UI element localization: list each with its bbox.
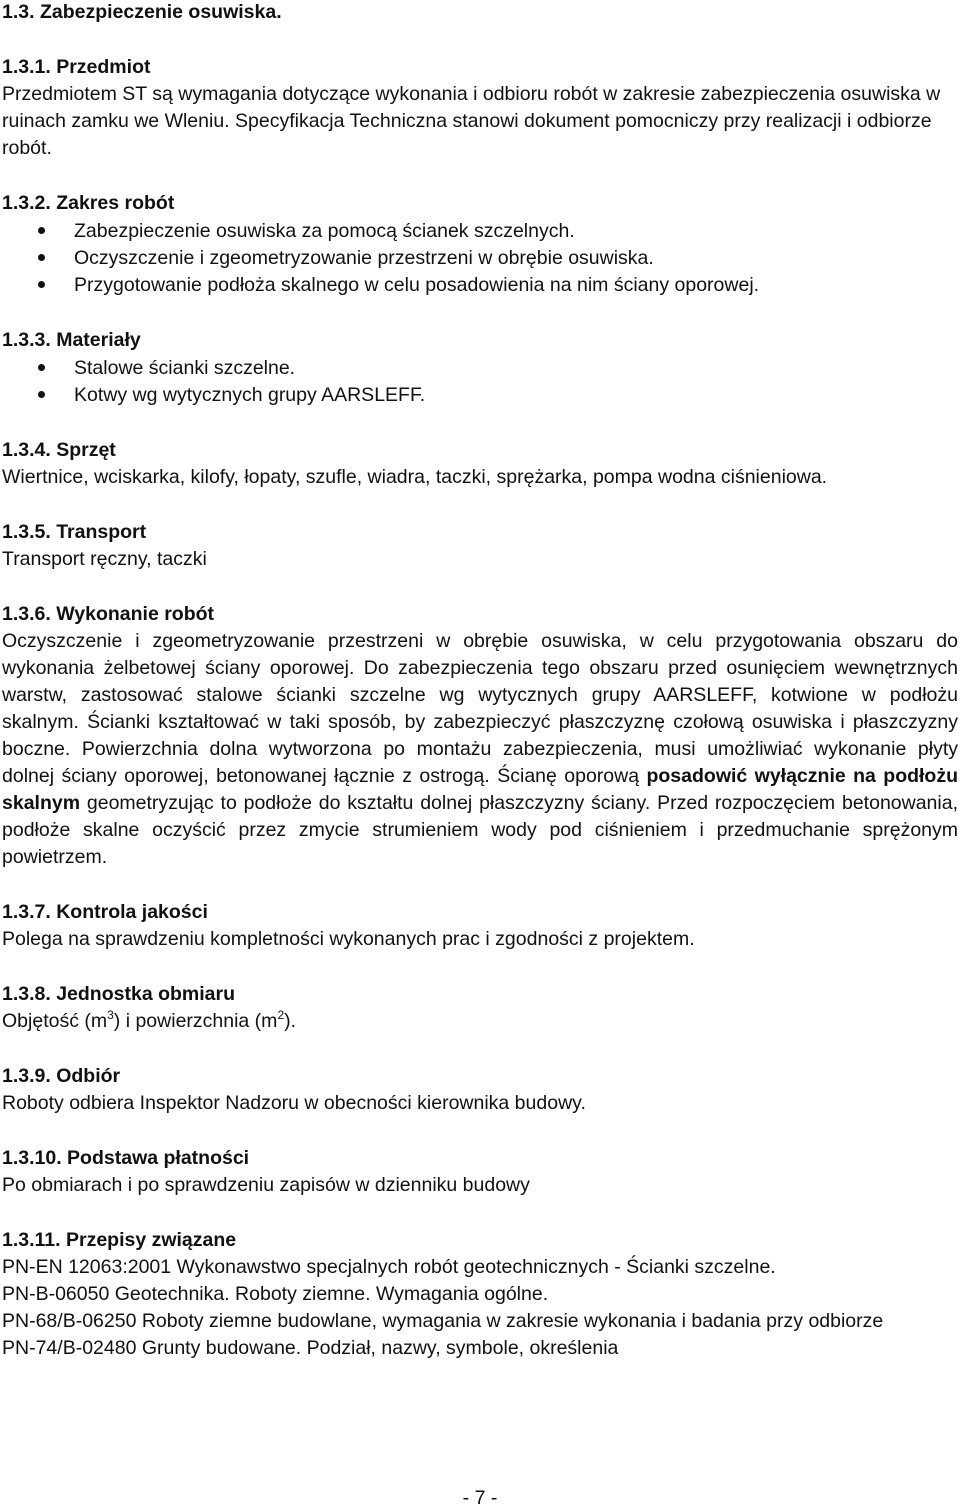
standard-reference: PN-68/B-06250 Roboty ziemne budowlane, wymagania w zakresie wykonania i badania przy odbiorze: [2, 1310, 884, 1332]
section-heading: 1.3. Zabezpieczenie osuwiska.: [2, 1, 282, 23]
bullet-icon: [38, 281, 45, 288]
subsection-title: 1.3.8. Jednostka obmiaru: [2, 983, 236, 1005]
subsection-title: 1.3.4. Sprzęt: [2, 439, 116, 461]
superscript: 3: [107, 1008, 114, 1022]
subsection-title: 1.3.2. Zakres robót: [2, 192, 175, 214]
list-item: Kotwy wg wytycznych grupy AARSLEFF.: [74, 384, 426, 406]
paragraph-line: Po obmiarach i po sprawdzeniu zapisów w dzienniku budowy: [2, 1174, 530, 1196]
subsection-title: 1.3.10. Podstawa płatności: [2, 1147, 250, 1169]
paragraph-line: [2, 764, 958, 788]
paragraph-line: Wiertnice, wciskarka, kilofy, łopaty, szufle, wiadra, taczki, sprężarka, pompa wodna ciśnieniowa.: [2, 466, 828, 488]
paragraph-line: powietrzem.: [2, 846, 108, 868]
paragraph-line: Polega na sprawdzeniu kompletności wykonanych prac i zgodności z projektem.: [2, 928, 695, 950]
bullet-icon: [38, 227, 45, 234]
subsection-title: 1.3.11. Przepisy związane: [2, 1229, 237, 1251]
paragraph-line: skalnym. Ścianki kształtować w taki sposób, by zabezpieczyć płaszczyznę czołową osuwiska i płaszczyzny: [2, 711, 958, 733]
paragraph-line: boczne. Powierzchnia dolna wytworzona po montażu zabezpieczenia, musi umożliwiać wykonanie płyty: [2, 738, 958, 760]
subsection-title: 1.3.1. Przedmiot: [2, 56, 151, 78]
paragraph-line: Roboty odbiera Inspektor Nadzoru w obecności kierownika budowy.: [2, 1092, 586, 1114]
list-item: Oczyszczenie i zgeometryzowanie przestrzeni w obrębie osuwiska.: [74, 247, 654, 269]
bold-text: posadowić wyłącznie na podłożu: [646, 765, 959, 787]
text-run: Objętość (m: [2, 1010, 108, 1032]
paragraph-line: Transport ręczny, taczki: [2, 548, 207, 570]
paragraph-line: wykonania żelbetowej ściany oporowej. Do zabezpieczenia tego obszaru przed osunięciem wewnętrznych: [2, 657, 958, 679]
text-run: geometryzując to podłoże do kształtu dolnej płaszczyzny ściany. Przed rozpoczęciem betonowania,: [80, 792, 958, 814]
paragraph-line: warstw, zastosować stalowe ścianki szczelne wg wytycznych grupy AARSLEFF, kotwione w podłożu: [2, 684, 958, 706]
standard-reference: PN-B-06050 Geotechnika. Roboty ziemne. Wymagania ogólne.: [2, 1283, 549, 1305]
superscript: 2: [277, 1008, 285, 1022]
paragraph-line: Oczyszczenie i zgeometryzowanie przestrzeni w obrębie osuwiska, w celu przygotowania obszaru do: [2, 630, 958, 652]
bullet-icon: [38, 391, 45, 398]
list-item: Przygotowanie podłoża skalnego w celu posadowienia na nim ściany oporowej.: [74, 274, 760, 296]
paragraph-line: podłoże skalne oczyścić przez zmycie strumieniem wody pod ciśnieniem i przedmuchanie sprężonym: [2, 819, 958, 841]
text-run: ).: [284, 1010, 297, 1032]
bullet-icon: [38, 364, 45, 371]
text-run: ) i powierzchnia (m: [113, 1010, 278, 1032]
bullet-icon: [38, 254, 45, 261]
subsection-title: 1.3.9. Odbiór: [2, 1065, 121, 1087]
subsection-title: 1.3.3. Materiały: [2, 329, 141, 351]
paragraph-line: robót.: [2, 137, 52, 159]
paragraph-line: [2, 1009, 296, 1033]
subsection-title: 1.3.5. Transport: [2, 521, 147, 543]
standard-reference: PN-74/B-02480 Grunty budowane. Podział, nazwy, symbole, określenia: [2, 1337, 619, 1359]
page-number: - 7 -: [462, 1487, 498, 1509]
paragraph-line: [2, 791, 958, 815]
standard-reference: PN-EN 12063:2001 Wykonawstwo specjalnych robót geotechnicznych - Ścianki szczelne.: [2, 1256, 776, 1278]
list-item: Zabezpieczenie osuwiska za pomocą ścianek szczelnych.: [74, 220, 575, 242]
bold-text: skalnym: [2, 792, 81, 814]
text-run: dolnej ściany oporowej, betonowanej łącznie z ostrogą. Ścianę oporową: [2, 765, 647, 787]
paragraph-line: ruinach zamku we Wleniu. Specyfikacja Techniczna stanowi dokument pomocniczy przy realizacji i odbiorze: [2, 110, 932, 132]
subsection-title: 1.3.6. Wykonanie robót: [2, 603, 215, 625]
paragraph-line: Przedmiotem ST są wymagania dotyczące wykonania i odbioru robót w zakresie zabezpieczenia osuwiska w: [2, 83, 941, 105]
subsection-title: 1.3.7. Kontrola jakości: [2, 901, 208, 923]
list-item: Stalowe ścianki szczelne.: [74, 357, 296, 379]
